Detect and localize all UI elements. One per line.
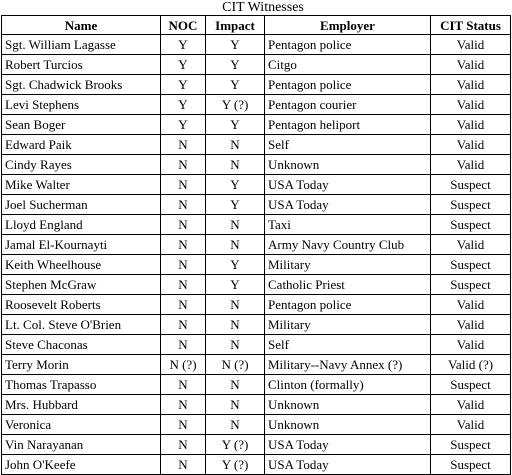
cell-noc: N (161, 155, 206, 175)
cell-noc: N (161, 295, 206, 315)
table-row (2, 375, 511, 395)
cell-name: Edward Paik (2, 135, 161, 155)
cell-impact: Y (206, 255, 265, 275)
cell-noc: N (161, 135, 206, 155)
cell-employer: Pentagon police (265, 75, 431, 95)
cell-impact: Y (206, 55, 265, 75)
table-row (2, 275, 511, 295)
cell-noc: Y (161, 55, 206, 75)
cell-cit-status: Valid (431, 335, 511, 355)
table-title: CIT Witnesses (222, 0, 304, 15)
cell-employer: Military--Navy Annex (?) (265, 355, 431, 375)
cell-noc: Y (161, 115, 206, 135)
cell-employer: Pentagon courier (265, 95, 431, 115)
cell-impact: Y (206, 75, 265, 95)
cell-employer: Unknown (265, 395, 431, 415)
cell-name: Mrs. Hubbard (2, 395, 161, 415)
cell-impact: Y (206, 35, 265, 55)
cell-impact: N (?) (206, 355, 265, 375)
cell-name: Lt. Col. Steve O'Brien (2, 315, 161, 335)
cell-noc: N (161, 315, 206, 335)
cell-employer: Self (265, 135, 431, 155)
cell-noc: N (161, 455, 206, 475)
table-row (2, 115, 511, 135)
cell-cit-status: Suspect (431, 435, 511, 455)
cell-employer: Citgo (265, 55, 431, 75)
cell-name: Lloyd England (2, 215, 161, 235)
cell-employer: USA Today (265, 435, 431, 455)
cell-cit-status: Suspect (431, 175, 511, 195)
cell-cit-status: Suspect (431, 375, 511, 395)
table-row (2, 235, 511, 255)
cell-impact: N (206, 335, 265, 355)
cell-noc: Y (161, 35, 206, 55)
cell-impact: N (206, 415, 265, 435)
cell-cit-status: Valid (431, 295, 511, 315)
cell-name: Vin Narayanan (2, 435, 161, 455)
cell-employer: Clinton (formally) (265, 375, 431, 395)
table-row (2, 435, 511, 455)
cell-impact: N (206, 155, 265, 175)
cell-employer: USA Today (265, 195, 431, 215)
cell-name: Cindy Rayes (2, 155, 161, 175)
cell-name: Sean Boger (2, 115, 161, 135)
cell-name: Thomas Trapasso (2, 375, 161, 395)
cell-employer: Self (265, 335, 431, 355)
table-row (2, 255, 511, 275)
cell-name: Terry Morin (2, 355, 161, 375)
table-row (2, 315, 511, 335)
cell-cit-status: Valid (431, 35, 511, 55)
cell-impact: N (206, 135, 265, 155)
cell-cit-status: Suspect (431, 195, 511, 215)
cell-noc: N (161, 375, 206, 395)
cell-name: Keith Wheelhouse (2, 255, 161, 275)
cell-name: Levi Stephens (2, 95, 161, 115)
cell-impact: N (206, 235, 265, 255)
cell-impact: N (206, 315, 265, 335)
table-row (2, 95, 511, 115)
cell-name: Sgt. William Lagasse (2, 35, 161, 55)
cell-employer: Military (265, 255, 431, 275)
cell-employer: USA Today (265, 455, 431, 475)
cell-noc: Y (161, 95, 206, 115)
cell-cit-status: Valid (431, 115, 511, 135)
cell-employer: Pentagon police (265, 295, 431, 315)
cell-name: Sgt. Chadwick Brooks (2, 75, 161, 95)
cell-employer: Army Navy Country Club (265, 235, 431, 255)
cell-impact: Y (206, 275, 265, 295)
cell-noc: N (161, 335, 206, 355)
table-row (2, 295, 511, 315)
cell-employer: Unknown (265, 155, 431, 175)
table-row (2, 215, 511, 235)
cell-noc: N (161, 235, 206, 255)
cell-cit-status: Valid (431, 95, 511, 115)
cell-impact: Y (206, 175, 265, 195)
cell-noc: N (161, 215, 206, 235)
cell-cit-status: Valid (431, 135, 511, 155)
cell-impact: Y (206, 115, 265, 135)
cell-cit-status: Valid (431, 395, 511, 415)
table-row (2, 155, 511, 175)
cell-employer: Unknown (265, 415, 431, 435)
cell-noc: N (161, 275, 206, 295)
cell-impact: N (206, 215, 265, 235)
cell-employer: Pentagon heliport (265, 115, 431, 135)
cell-impact: Y (?) (206, 455, 265, 475)
cell-noc: N (161, 175, 206, 195)
column-header-cit-status: CIT Status (431, 16, 511, 35)
table-row (2, 135, 511, 155)
cell-impact: N (206, 395, 265, 415)
table-row (2, 455, 511, 475)
cell-noc: Y (161, 75, 206, 95)
column-header-employer: Employer (265, 16, 431, 35)
cell-name: Roosevelt Roberts (2, 295, 161, 315)
cell-cit-status: Valid (?) (431, 355, 511, 375)
cell-noc: N (161, 435, 206, 455)
cell-employer: Catholic Priest (265, 275, 431, 295)
cell-employer: Military (265, 315, 431, 335)
cell-name: John O'Keefe (2, 455, 161, 475)
cell-name: Joel Sucherman (2, 195, 161, 215)
cell-name: Stephen McGraw (2, 275, 161, 295)
column-header-name: Name (2, 16, 161, 35)
header-row (2, 16, 511, 35)
cell-noc: N (161, 415, 206, 435)
cell-cit-status: Suspect (431, 275, 511, 295)
cell-impact: N (206, 295, 265, 315)
cell-cit-status: Suspect (431, 215, 511, 235)
cell-impact: N (206, 375, 265, 395)
cell-name: Veronica (2, 415, 161, 435)
cell-employer: USA Today (265, 175, 431, 195)
cell-cit-status: Valid (431, 75, 511, 95)
table-row (2, 355, 511, 375)
table-row (2, 175, 511, 195)
cell-name: Steve Chaconas (2, 335, 161, 355)
cell-noc: N (161, 195, 206, 215)
cell-impact: Y (206, 195, 265, 215)
table-row (2, 55, 511, 75)
cell-employer: Pentagon police (265, 35, 431, 55)
witness-table (1, 15, 511, 475)
cell-cit-status: Suspect (431, 255, 511, 275)
cell-cit-status: Valid (431, 55, 511, 75)
cell-cit-status: Valid (431, 235, 511, 255)
cell-noc: N (161, 255, 206, 275)
table-row (2, 35, 511, 55)
table-body (2, 35, 511, 475)
table-row (2, 415, 511, 435)
cell-name: Robert Turcios (2, 55, 161, 75)
cell-cit-status: Valid (431, 155, 511, 175)
column-header-noc: NOC (161, 16, 206, 35)
table-row (2, 195, 511, 215)
cell-impact: Y (?) (206, 95, 265, 115)
cell-cit-status: Valid (431, 415, 511, 435)
cell-name: Jamal El-Kournayti (2, 235, 161, 255)
cell-noc: N (161, 395, 206, 415)
cell-employer: Taxi (265, 215, 431, 235)
column-header-impact: Impact (206, 16, 265, 35)
cell-cit-status: Suspect (431, 455, 511, 475)
table-row (2, 395, 511, 415)
cell-noc: N (?) (161, 355, 206, 375)
table-row (2, 335, 511, 355)
cell-cit-status: Valid (431, 315, 511, 335)
cell-impact: Y (?) (206, 435, 265, 455)
cell-name: Mike Walter (2, 175, 161, 195)
table-row (2, 75, 511, 95)
